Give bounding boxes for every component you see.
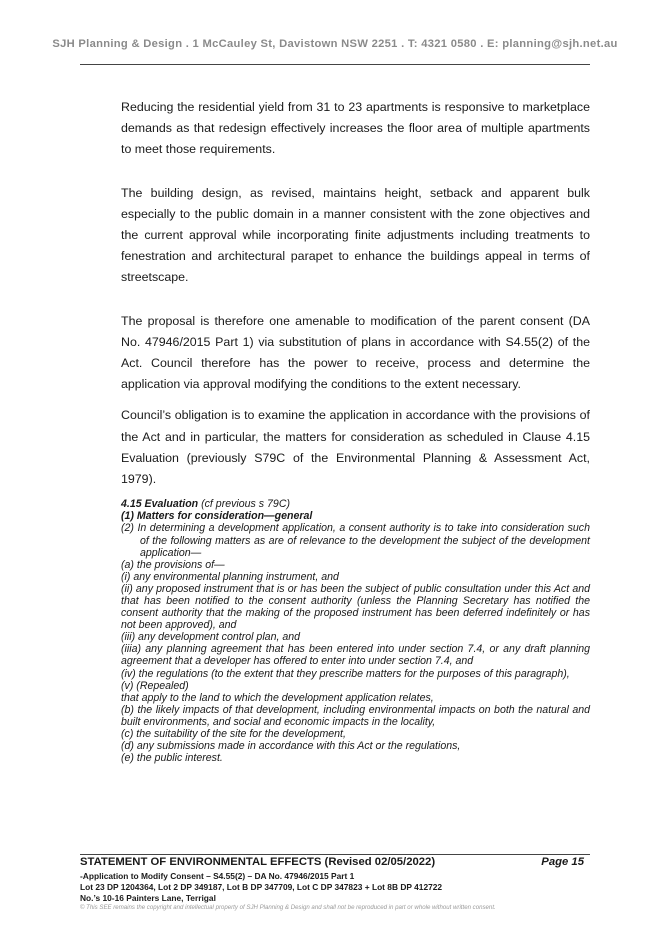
legal-item: (i) any environmental planning instrument, and [121,570,339,583]
paragraph-1: Reducing the residential yield from 31 to 23 apartments is responsive to marketplace demands as that redesign effectively increases the floor area of multiple apartments to meet those requirements. [121,100,590,157]
legal-item: (v) (Repealed) [121,679,189,692]
legal-item: (2) In determining a development application, a consent authority is to take into consideration such of the following matters as are of relevance to the development the subject of the development application— [121,522,590,559]
footer-line-lots: Lot 23 DP 1204364, Lot 2 DP 349187, Lot B DP 347709, Lot C DP 347823 + Lot 8B DP 412722 [80,881,443,892]
legal-item: (c) the suitability of the site for the development, [121,728,346,741]
legal-item: (a) the provisions of— [121,558,225,571]
paragraph-2: The building design, as revised, maintains height, setback and apparent bulk especially to the public domain in a manner consistent with the zone objectives and the current approval while incorporating finite adjustments including treatments to fenestration and architectural parapet to enhance the buildings appeal in terms of streetscape. [121,185,590,285]
legal-extract [121,498,590,764]
document-body [121,97,590,764]
footer-divider [80,854,590,855]
header-divider [80,64,590,65]
footer-title [80,856,590,868]
legal-heading-note: (cf previous s 79C) [201,498,290,511]
legal-heading [121,498,590,510]
legal-item: that apply to the land to which the development application relates, [121,691,434,704]
legal-subheading: (1) Matters for consideration—general [121,510,313,523]
legal-item: (b) the likely impacts of that development, including environmental impacts on both the natural and built environments, and social and economic impacts in the locality, [121,703,590,728]
legal-item: (iiia) any planning agreement that has been entered into under section 7.4, or any draft planning agreement that a developer has offered to enter into under section 7.4, and [121,643,590,668]
legal-item: (iii) any development control plan, and [121,631,301,644]
legal-item: (iv) the regulations (to the extent that they prescribe matters for the purposes of this paragraph), [121,667,570,680]
legal-item: (ii) any proposed instrument that is or has been the subject of public consultation under this Act and that has been notified to the consent authority (unless the Planning Secretary has notified the consent authority that the making of the proposed instrument has been deferred indefinitely or has not been approved), and [121,582,590,632]
legal-heading-title: 4.15 Evaluation [121,498,199,511]
footer-line-address: No.’s 10-16 Painters Lane, Terrigal [80,892,216,903]
copyright-notice: © This SEE remains the copyright and intellectual property of SJH Planning & Design and shall not be reproduced in part or whole without written consent. [80,904,496,911]
footer-details [80,871,590,903]
paragraph-4: Council’s obligation is to examine the application in accordance with the provisions of the Act and in particular, the matters for consideration as scheduled in Clause 4.15 Evaluation (previously S79C of the Environmental Planning & Assessment Act, 1979). [121,408,590,487]
legal-item: (e) the public interest. [121,752,223,765]
legal-item: (d) any submissions made in accordance with this Act or the regulations, [121,740,461,753]
footer-document-title: STATEMENT OF ENVIRONMENTAL EFFECTS (Revised 02/05/2022) [80,856,436,868]
page-number: Page 15 [541,856,584,868]
footer-line-application: -Application to Modify Consent – S4.55(2) – DA No. 47946/2015 Part 1 [80,871,355,881]
paragraph-3: The proposal is therefore one amenable to modification of the parent consent (DA No. 47946/2015 Part 1) via substitution of plans in accordance with S4.55(2) of the Act. Council therefore has the power to receive, process and determine the application via approval modifying the conditions to the extent necessary. [121,313,590,392]
page-header: SJH Planning & Design . 1 McCauley St, Davistown NSW 2251 . T: 4321 0580 . E: planning@sjh.net.au [52,38,618,50]
